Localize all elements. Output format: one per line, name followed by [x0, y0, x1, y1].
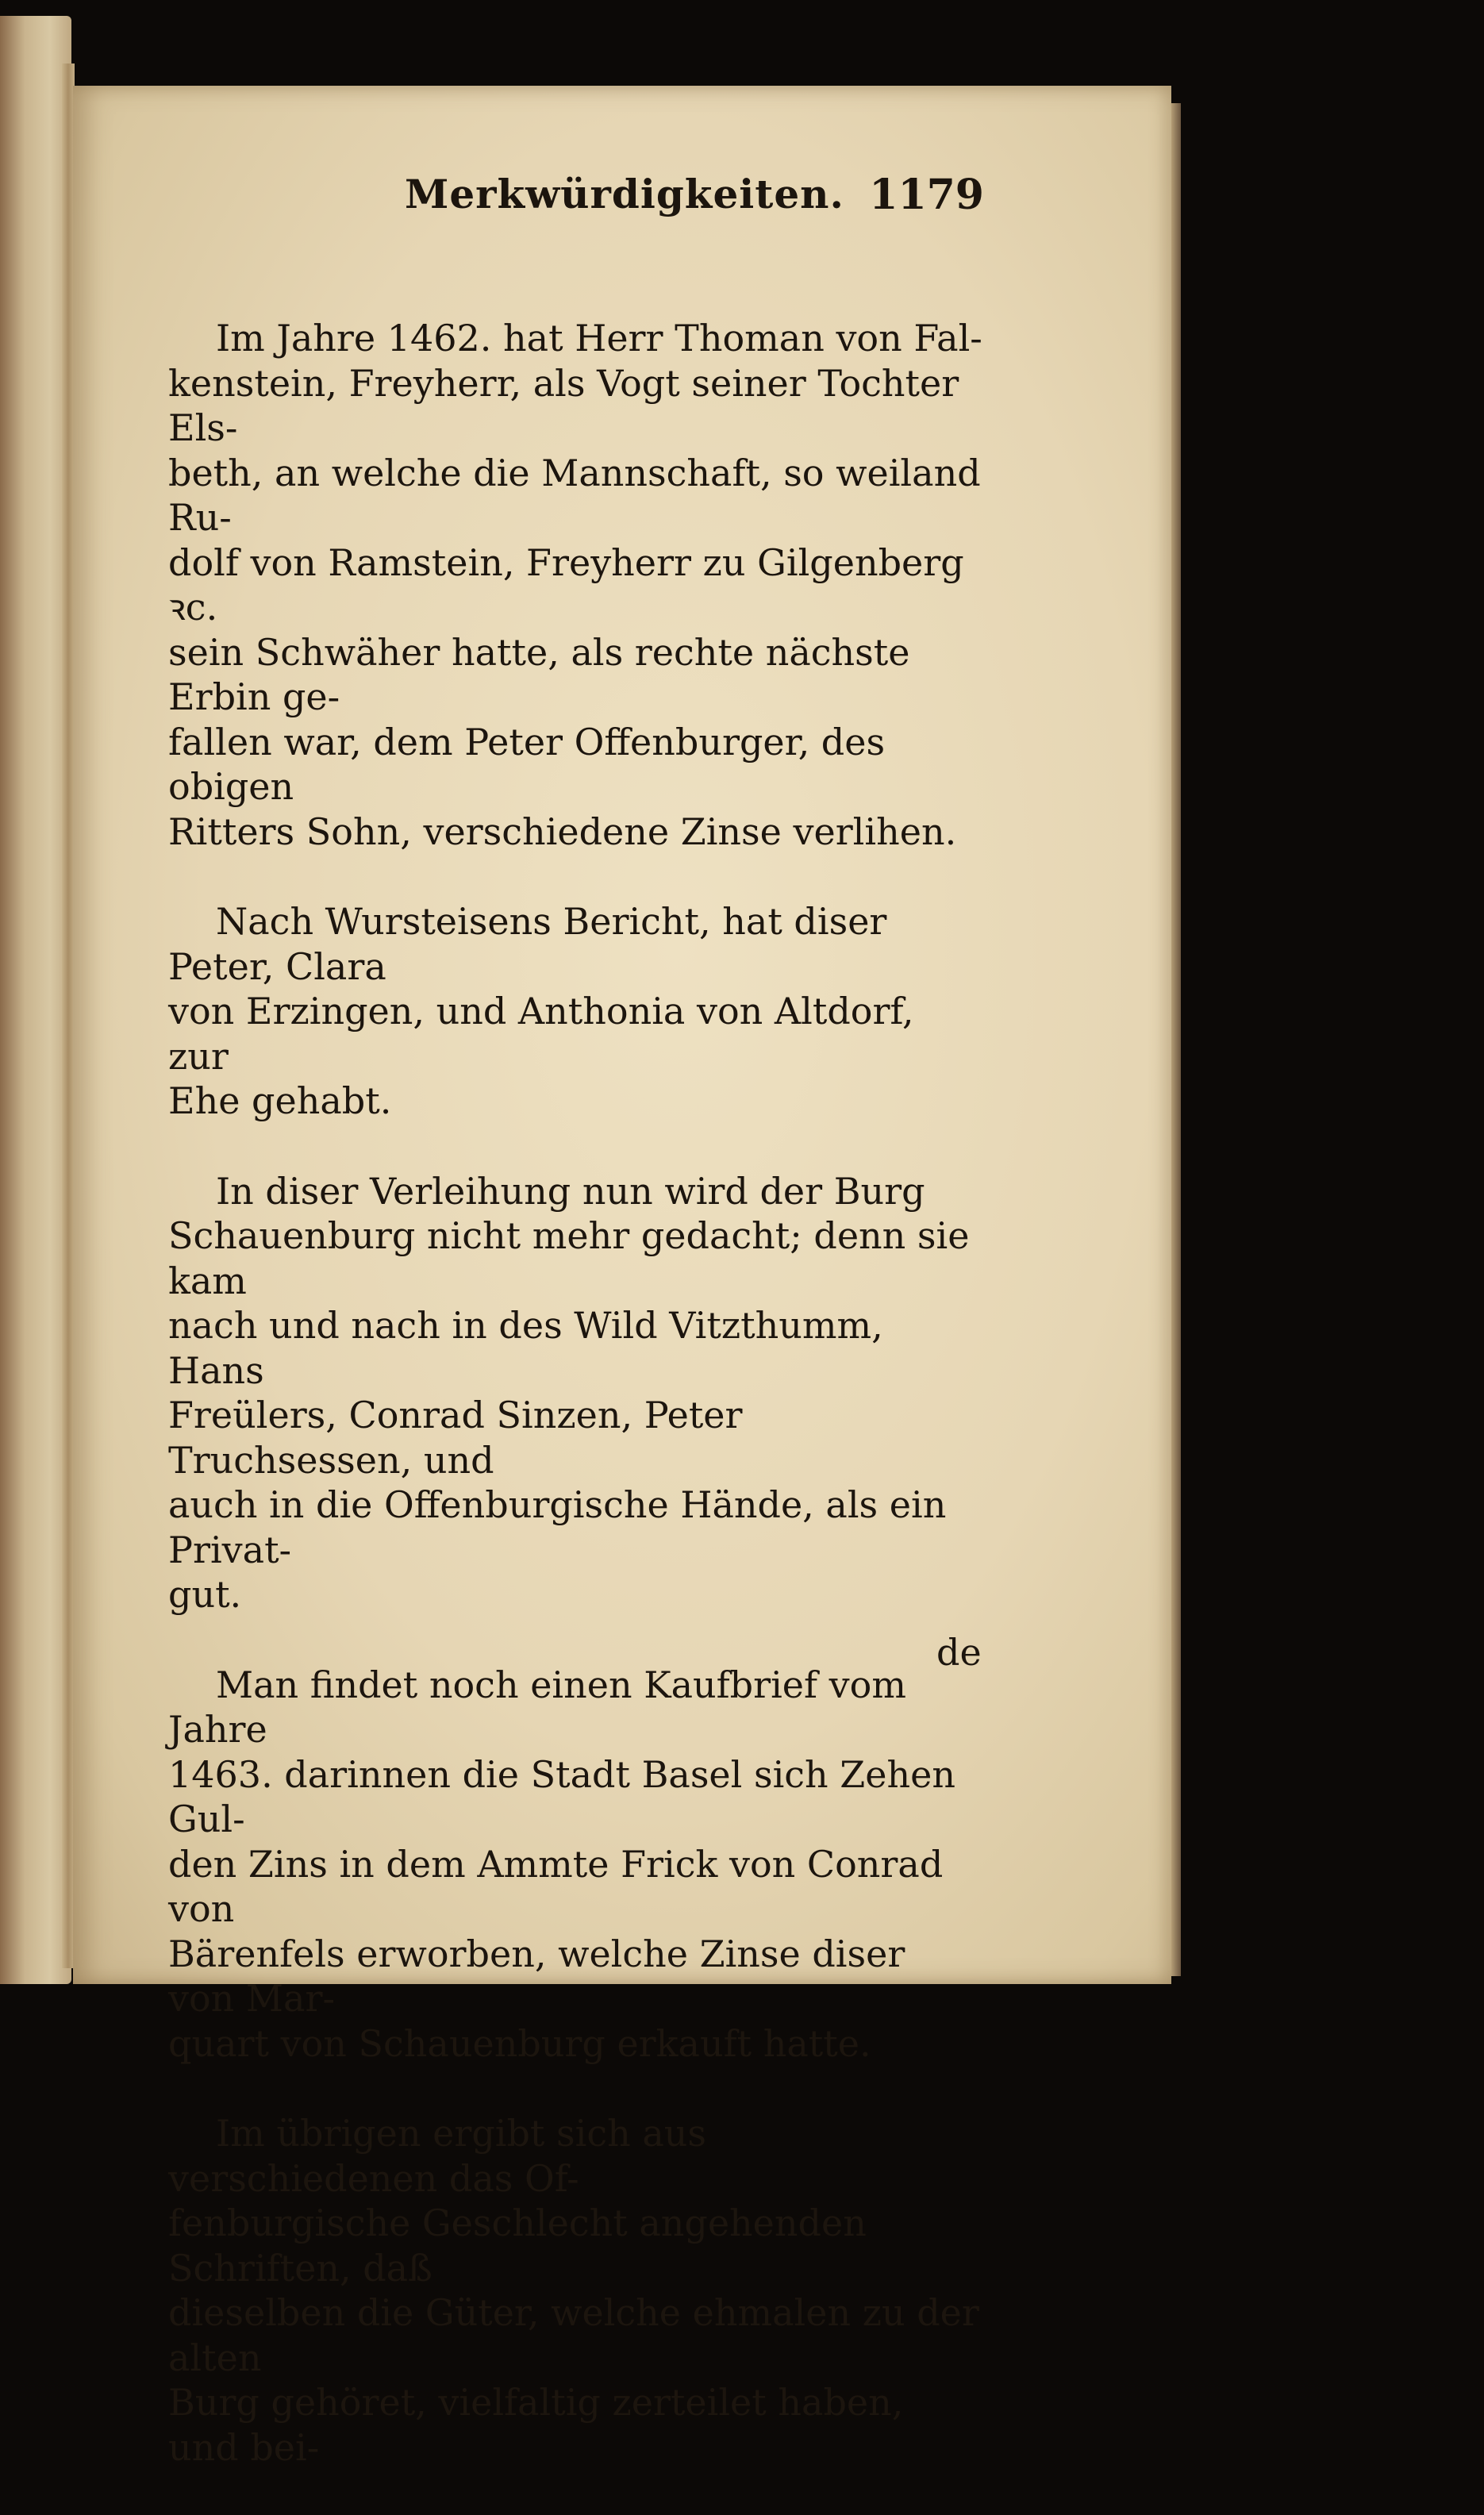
- paragraph-3: In diser Verleihung nun wird der Burg Schauenburg nicht mehr gedacht; denn sie kam nach und nach in des Wild Vitzthumm, Hans Freülers, Conrad Sinzen, Peter Truchsessen, und auch in die Offenburgische Hände, als ein Privat- gut.: [168, 1169, 970, 1616]
- left-page-edge: [0, 16, 71, 1984]
- paragraph-2: Nach Wursteisens Bericht, hat diser Peter, Clara von Erzingen, und Anthonia von Altdorf, zur Ehe gehabt.: [168, 900, 914, 1122]
- body-text: [168, 316, 982, 2515]
- page-fore-edge: [1171, 103, 1181, 1976]
- paragraph-4: Man findet noch einen Kaufbrief vom Jahre 1463. darinnen die Stadt Basel sich Zehen Gul- den Zins in dem Ammte Frick von Conrad von Bärenfels erworben, welche Zinse diser von Mar- quart von Schauenburg erkauft hatte.: [168, 1663, 955, 2065]
- running-title: Merkwürdigkeiten.: [405, 171, 844, 217]
- paragraph-5: Im übrigen ergibt sich aus verschiedenen das Of- fenburgische Geschlecht angehenden Schriften, daß dieselben die Güter, welche ehmalen zu der alten Burg gehöret, vielfaltig zerteilet haben, und bei-: [168, 2112, 979, 2469]
- page-header: [333, 163, 1016, 234]
- catchword: de: [936, 1631, 982, 1674]
- page-number: 1179: [869, 171, 984, 219]
- paragraph-1: Im Jahre 1462. hat Herr Thoman von Fal- kenstein, Freyherr, als Vogt seiner Tochter Els- beth, an welche die Mannschaft, so weiland Ru- dolf von Ramstein, Freyherr zu Gilgenberg ꝛc. sein Schwäher hatte, als rechte nächste Erbin ge- fallen war, dem Peter Offenburger, des obigen Ritters Sohn, verschiedene Zinse verlihen.: [168, 317, 982, 853]
